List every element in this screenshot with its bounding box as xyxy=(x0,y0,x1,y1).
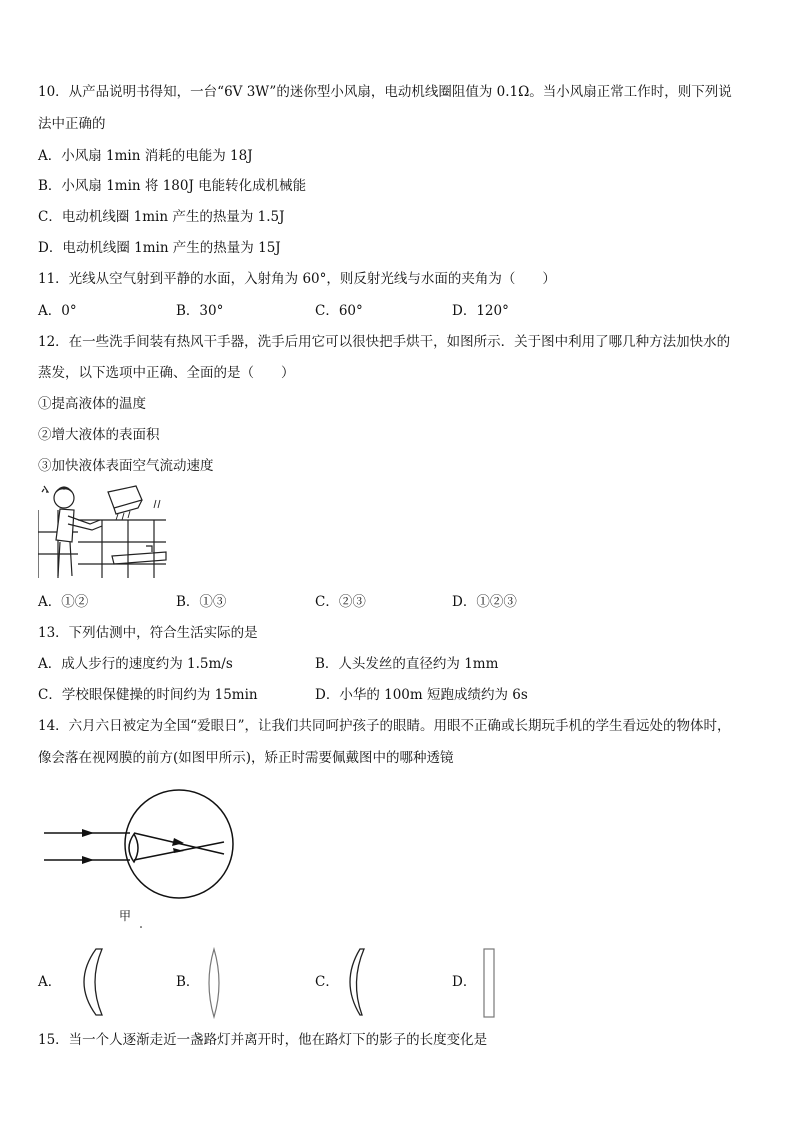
q14-stem-line2: 像会落在视网膜的前方(如图甲所示)，矫正时需要佩戴图中的哪种透镜 xyxy=(38,750,454,766)
q14-option-b: B． xyxy=(176,974,200,990)
convex-lens-icon xyxy=(202,947,226,1019)
q12-stem-line1: 12．在一些洗手间装有热风干手器，洗手后用它可以很快把手烘干，如图所示．关于图中利用了哪几种方法加快水的 xyxy=(38,334,731,350)
q12-item-1: ①提高液体的温度 xyxy=(38,396,146,412)
q12-option-c: C．②③ xyxy=(315,594,366,610)
q13-stem: 13．下列估测中，符合生活实际的是 xyxy=(38,625,258,641)
q12-option-b: B．①③ xyxy=(176,594,227,610)
q15-stem: 15．当一个人逐渐走近一盏路灯并离开时，他在路灯下的影子的长度变化是 xyxy=(38,1032,488,1048)
q13-option-d: D．小华的 100m 短跑成绩约为 6s xyxy=(315,687,528,703)
q10-option-b: B．小风扇 1min 将 180J 电能转化成机械能 xyxy=(38,178,307,194)
q12-item-2: ②增大液体的表面积 xyxy=(38,427,160,443)
q12-option-a: A．①② xyxy=(38,594,89,610)
q13-option-b: B．人头发丝的直径约为 1mm xyxy=(315,656,499,672)
q11-option-b: B．30° xyxy=(176,303,224,319)
q14-option-d: D． xyxy=(452,974,477,990)
q11-option-c: C．60° xyxy=(315,303,363,319)
q14-stem-line1: 14．六月六日被定为全国“爱眼日”，让我们共同呵护孩子的眼睛。用眼不正确或长期玩手机的学生看远处的物体时， xyxy=(38,718,731,734)
q10-option-d: D．电动机线圈 1min 产生的热量为 15J xyxy=(38,240,281,256)
eye-myopia-diagram xyxy=(38,788,248,938)
q13-option-c: C．学校眼保健操的时间约为 15min xyxy=(38,687,258,703)
q12-item-3: ③加快液体表面空气流动速度 xyxy=(38,458,214,474)
q13-option-a: A．成人步行的速度约为 1.5m/s xyxy=(38,656,233,672)
q10-stem-line1: 10．从产品说明书得知，一台“6V 3W”的迷你型小风扇，电动机线圈阻值为 0.1Ω。当小风扇正常工作时，则下列说 xyxy=(38,84,732,100)
q14-option-c: C． xyxy=(315,974,339,990)
q12-option-d: D．①②③ xyxy=(452,594,517,610)
q11-option-a: A．0° xyxy=(38,303,77,319)
q10-option-c: C．电动机线圈 1min 产生的热量为 1.5J xyxy=(38,209,285,225)
concave-lens-a-icon xyxy=(66,947,106,1017)
hand-dryer-illustration xyxy=(38,480,168,580)
figure-label-jia: 甲 xyxy=(119,909,132,923)
q12-stem-line2: 蒸发，以下选项中正确、全面的是（ ） xyxy=(38,365,295,381)
q10-option-a: A．小风扇 1min 消耗的电能为 18J xyxy=(38,148,253,164)
flat-glass-plate-icon xyxy=(480,947,498,1019)
q11-option-d: D．120° xyxy=(452,303,509,319)
meniscus-lens-icon xyxy=(338,947,368,1017)
q10-stem-line2: 法中正确的 xyxy=(38,116,106,132)
q14-option-a: A． xyxy=(38,974,62,990)
q11-stem: 11．光线从空气射到平静的水面，入射角为 60°，则反射光线与水面的夹角为（ ） xyxy=(38,271,556,287)
